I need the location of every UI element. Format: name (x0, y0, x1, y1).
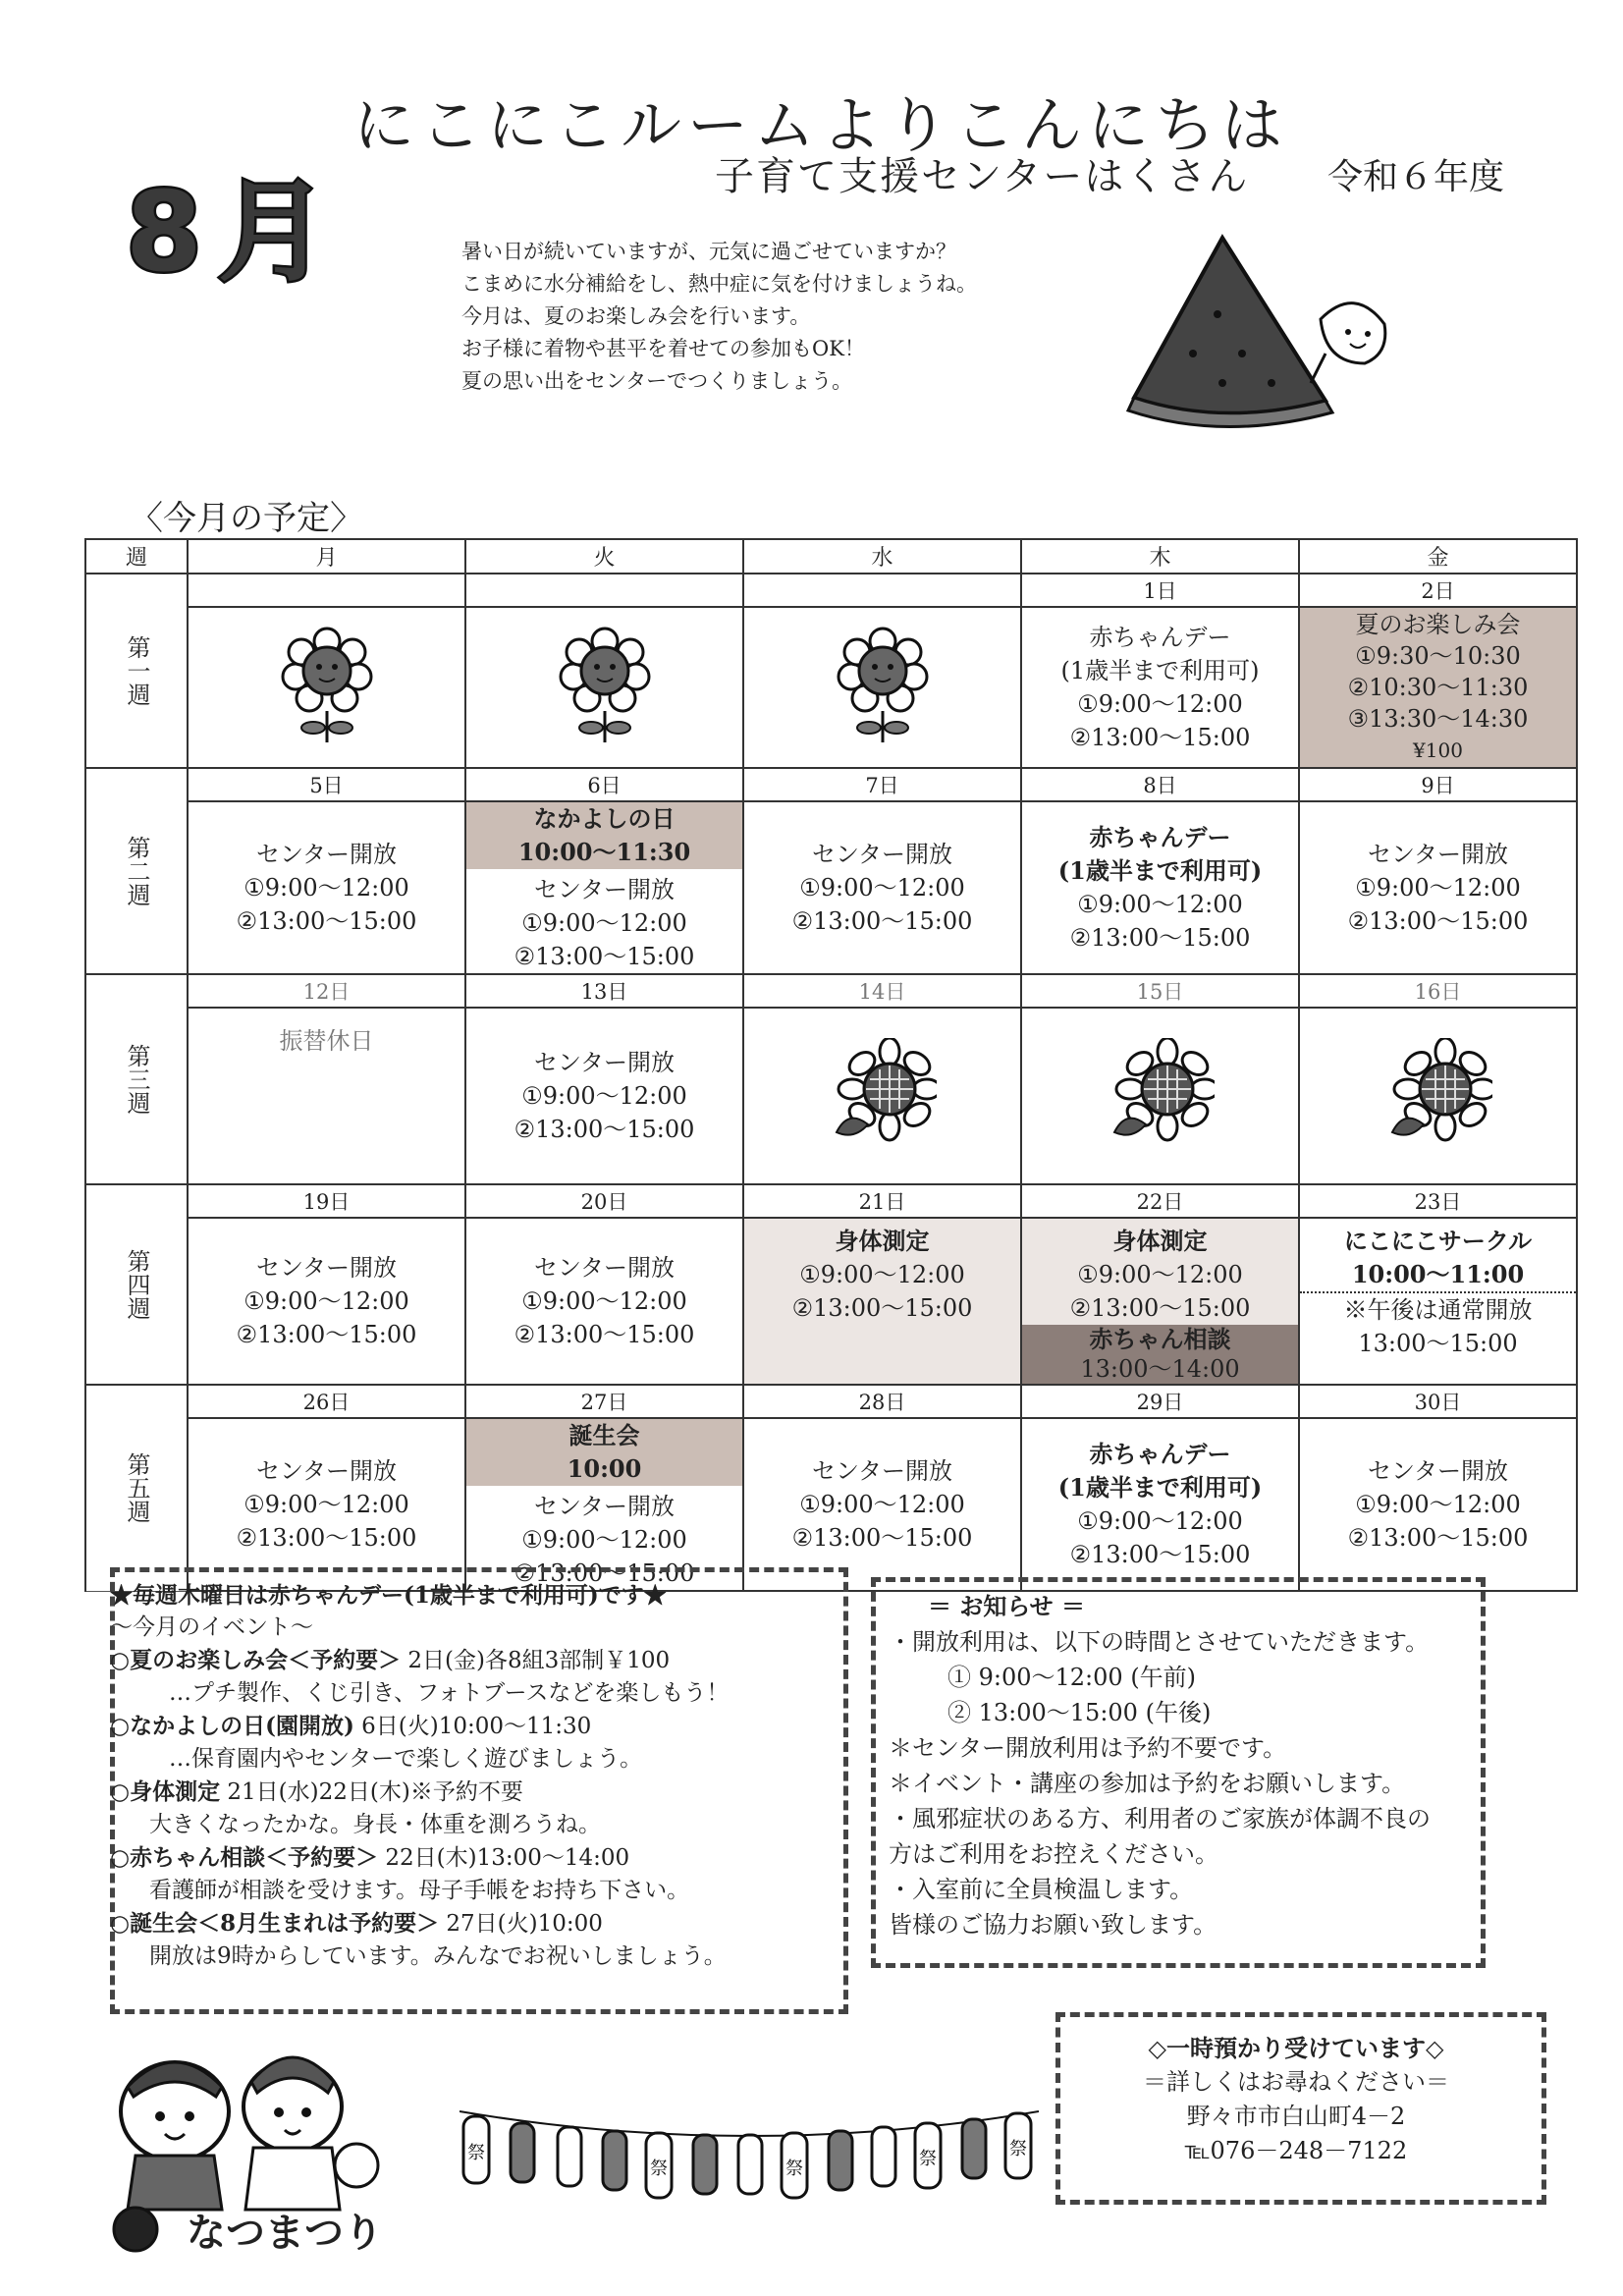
event-line: ¥100 (1413, 738, 1463, 762)
lantern-char: 祭 (1009, 2139, 1027, 2159)
event-line: ①9:00～12:00 (521, 909, 687, 937)
event-line: センター開放 (255, 1254, 398, 1282)
day-cell (1021, 801, 1299, 974)
event-line: 赤ちゃん相談 (1089, 1325, 1231, 1353)
date-cell: 5日 (188, 768, 465, 801)
event-note: 大きくなったかな。身長・体重を測ろうね。 (149, 1812, 601, 1837)
baby-consult-block (1022, 1325, 1298, 1384)
monthly-calendar (84, 538, 1578, 1592)
day-cell (1299, 1218, 1577, 1385)
event-line: センター開放 (533, 1493, 676, 1520)
week-label: 第二週 (123, 836, 150, 906)
lantern-icon (646, 2133, 672, 2198)
day-cell (1021, 1418, 1299, 1591)
contact-info (1070, 2031, 1522, 2168)
week-5-content-row (85, 1418, 1577, 1591)
festival-label: なつまつり (187, 2211, 383, 2256)
event-detail: 2日(金)各8組3部制￥100 (407, 1648, 671, 1673)
day-cell (743, 1418, 1021, 1591)
event-title: ○身体測定 (110, 1778, 221, 1805)
day-cell (465, 1418, 743, 1591)
event-line: ①9:00～12:00 (1077, 1261, 1243, 1288)
intro-line: こまめに水分補給をし、熱中症に気を付けましょうね。 (461, 272, 977, 296)
event-line: ②13:00～15:00 (1069, 1294, 1251, 1322)
event-line: センター開放 (1367, 841, 1509, 868)
event-line: 夏のお楽しみ会 (1355, 611, 1521, 638)
week-1-label-cell (85, 574, 188, 768)
day-cell (188, 1218, 465, 1385)
week-3-content-row (85, 1008, 1577, 1184)
newsletter-title: にこにこルームよりこんにちは (353, 89, 1289, 161)
day-cell (1021, 1008, 1299, 1184)
month-text: 8月 (126, 169, 344, 290)
event-item (110, 1907, 729, 1941)
event-title: ○夏のお楽しみ会＜予約要＞ (110, 1647, 402, 1673)
event-line: ※午後は通常開放 (1343, 1296, 1533, 1324)
measurement-block (1022, 1219, 1298, 1325)
week-3-label-cell (85, 974, 188, 1184)
sunflower-icon (1107, 1038, 1215, 1146)
lantern-char: 祭 (467, 2143, 485, 2163)
date-cell: 20日 (465, 1184, 743, 1218)
week-label: 第一週 (123, 635, 150, 706)
sunflower-icon (1384, 1038, 1492, 1146)
event-line: ②13:00～15:00 (791, 1524, 973, 1552)
event-line: (1歳半まで利用可) (1060, 657, 1260, 684)
events-list (110, 1579, 729, 1973)
day-cell (743, 801, 1021, 974)
day-cell (743, 1218, 1021, 1385)
date-cell: 9日 (1299, 768, 1577, 801)
event-line: センター開放 (533, 1049, 676, 1076)
events-banner: ★毎週木曜日は赤ちゃんデー(1歳半まで利用可)です★ (110, 1582, 667, 1609)
day-header-thu: 木 (1021, 539, 1299, 574)
date-cell: 6日 (465, 768, 743, 801)
date-cell: 13日 (465, 974, 743, 1008)
event-item (110, 1710, 729, 1743)
week-4-content-row (85, 1218, 1577, 1385)
lantern-icon (1005, 2113, 1031, 2178)
schedule-heading: 〈今月の予定〉 (130, 499, 363, 538)
date-cell: 7日 (743, 768, 1021, 801)
event-line: ②13:00～15:00 (514, 1559, 695, 1587)
day-cell (743, 1008, 1021, 1184)
event-line: ②13:00～15:00 (236, 1321, 417, 1348)
date-cell: 22日 (1021, 1184, 1299, 1218)
date-cell (743, 574, 1021, 607)
day-cell (465, 1218, 743, 1385)
event-line: ②13:00～15:00 (1347, 1524, 1529, 1552)
event-line: ②13:00～15:00 (1069, 1541, 1251, 1568)
event-line: ②13:00～15:00 (514, 1116, 695, 1143)
week-column-header: 週 (85, 539, 188, 574)
event-line: ②13:00～15:00 (1347, 907, 1529, 935)
date-cell: 14日 (743, 974, 1021, 1008)
event-line: 10:00 (567, 1454, 642, 1483)
week-3-date-row (85, 974, 1577, 1008)
event-line: 13:00～14:00 (1080, 1355, 1240, 1383)
date-cell: 16日 (1299, 974, 1577, 1008)
week-4-date-row (85, 1184, 1577, 1218)
event-line: ①9:00～12:00 (521, 1287, 687, 1315)
watermelon-illustration (1124, 226, 1419, 437)
event-line: 身体測定 (835, 1227, 930, 1255)
event-line: ①9:00～12:00 (799, 1261, 965, 1288)
date-cell: 12日 (188, 974, 465, 1008)
holiday-label: 振替休日 (279, 1027, 374, 1055)
week-1-date-row (85, 574, 1577, 607)
calendar-header-row (85, 539, 1577, 574)
event-line: ①9:00～12:00 (799, 874, 965, 902)
event-line: なかよしの日 (533, 804, 676, 833)
day-cell (188, 1008, 465, 1184)
day-cell (465, 1008, 743, 1184)
event-line: ②13:00～15:00 (791, 907, 973, 935)
day-cell (743, 607, 1021, 768)
week-label: 第四週 (123, 1249, 150, 1320)
contact-line: ＝詳しくはお尋ねください＝ (1143, 2068, 1449, 2096)
date-cell: 26日 (188, 1385, 465, 1418)
sunflower-icon (829, 1038, 937, 1146)
date-cell: 27日 (465, 1385, 743, 1418)
week-label: 第五週 (123, 1452, 150, 1524)
date-cell: 1日 (1021, 574, 1299, 607)
event-detail: 27日(火)10:00 (446, 1911, 603, 1937)
event-line: ①9:00～12:00 (243, 1491, 409, 1518)
day-cell (465, 801, 743, 974)
event-line: (1歳半まで利用可) (1057, 856, 1263, 885)
event-line: 赤ちゃんデー (1089, 624, 1231, 651)
event-item (110, 1644, 729, 1677)
notice-line: ・開放利用は、以下の時間とさせていただきます。 (889, 1628, 1430, 1656)
intro-line: 暑い日が続いていますが、元気に過ごせていますか？ (461, 240, 956, 263)
notice-line: 皆様のご協力お願い致します。 (889, 1911, 1217, 1939)
event-note: 開放は9時からしています。みんなでお祝いしましょう。 (149, 1943, 727, 1969)
highlight-event (466, 802, 742, 869)
flower-icon (834, 620, 932, 747)
event-line: ①9:00～12:00 (521, 1526, 687, 1554)
event-line: ①9:00～12:00 (1355, 1491, 1521, 1518)
lantern-char: 祭 (650, 2159, 668, 2179)
day-cell (1299, 1418, 1577, 1591)
date-cell: 2日 (1299, 574, 1577, 607)
day-header-tue: 火 (465, 539, 743, 574)
event-line: センター開放 (255, 841, 398, 868)
contact-line: ℡076－248－7122 (1184, 2137, 1408, 2164)
flower-icon (556, 620, 654, 747)
event-line: ②13:00～15:00 (236, 1524, 417, 1552)
event-line: ②13:00～15:00 (791, 1294, 973, 1322)
notice-line: ① 9:00～12:00 (午前) (947, 1664, 1197, 1691)
event-detail: 21日(水)22日(木)※予約不要 (227, 1779, 523, 1805)
event-title: ○誕生会＜8月生まれは予約要＞ (110, 1910, 440, 1937)
notice-line: ＊イベント・講座の参加は予約をお願いします。 (889, 1770, 1406, 1797)
event-line: ②13:00～15:00 (514, 1321, 695, 1348)
week-2-label-cell (85, 768, 188, 974)
event-note: …保育園内やセンターで楽しく遊びましょう。 (169, 1746, 643, 1772)
event-line: ①9:00～12:00 (521, 1082, 687, 1110)
event-line: センター開放 (255, 1457, 398, 1485)
event-line: ①9:00～12:00 (799, 1491, 965, 1518)
notice-line: 方はご利用をお控えください。 (889, 1840, 1218, 1868)
event-line: ②13:00～15:00 (514, 943, 695, 970)
day-cell (188, 801, 465, 974)
month-badge (116, 162, 371, 290)
event-line: ②10:30～11:30 (1347, 674, 1529, 701)
day-cell (188, 1418, 465, 1591)
event-line: ①9:30～10:30 (1355, 642, 1521, 670)
event-line: ①9:00～12:00 (1077, 891, 1243, 918)
day-header-mon: 月 (188, 539, 465, 574)
event-line: センター開放 (533, 1254, 676, 1282)
event-note: …プチ製作、くじ引き、フォトブースなどを楽しもう！ (169, 1680, 730, 1706)
date-cell (188, 574, 465, 607)
day-header-wed: 水 (743, 539, 1021, 574)
event-line: 赤ちゃんデー (1089, 823, 1231, 851)
event-title: ○なかよしの日(園開放) (110, 1713, 354, 1739)
event-line: (1歳半まで利用可) (1057, 1473, 1263, 1502)
event-line: センター開放 (1367, 1457, 1509, 1485)
day-cell (1299, 607, 1577, 768)
notice-line: ② 13:00～15:00 (午後) (947, 1699, 1212, 1726)
date-cell: 8日 (1021, 768, 1299, 801)
week-1-content-row (85, 607, 1577, 768)
event-line: ②13:00～15:00 (236, 907, 417, 935)
contact-line: ◇一時預かり受けています◇ (1148, 2034, 1444, 2062)
date-cell (465, 574, 743, 607)
event-detail: 6日(火)10:00～11:30 (361, 1714, 592, 1739)
center-name: 子育て支援センターはくさん (715, 154, 1250, 199)
day-header-fri: 金 (1299, 539, 1577, 574)
week-2-date-row (85, 768, 1577, 801)
lantern-string-illustration (460, 2092, 1039, 2210)
contact-line: 野々市市白山町4－2 (1186, 2103, 1406, 2130)
event-line: センター開放 (811, 841, 953, 868)
flower-icon (278, 620, 376, 747)
lantern-char: 祭 (785, 2159, 803, 2179)
event-line: ③13:30～14:30 (1347, 705, 1529, 733)
event-item (110, 1776, 729, 1809)
event-line: にこにこサークル (1343, 1227, 1533, 1255)
date-cell: 23日 (1299, 1184, 1577, 1218)
event-line: 赤ちゃんデー (1089, 1440, 1231, 1468)
event-line: ①9:00～12:00 (1077, 690, 1243, 718)
day-cell (1021, 607, 1299, 768)
event-line: 誕生会 (568, 1421, 640, 1449)
event-line: ①9:00～12:00 (243, 874, 409, 902)
date-cell: 21日 (743, 1184, 1021, 1218)
fiscal-year: 令和６年度 (1327, 157, 1505, 197)
intro-line: お子様に着物や甚平を着せての参加もOK！ (461, 337, 865, 360)
notice-line: ＊センター開放利用は予約不要です。 (889, 1734, 1287, 1762)
event-line: ②13:00～15:00 (1069, 724, 1251, 751)
lantern-icon (463, 2116, 489, 2183)
event-line: センター開放 (811, 1457, 953, 1485)
date-cell: 29日 (1021, 1385, 1299, 1418)
day-cell (1021, 1218, 1299, 1385)
week-label: 第三週 (123, 1044, 150, 1115)
week-4-label-cell (85, 1184, 188, 1385)
week-5-label-cell (85, 1385, 188, 1591)
date-cell: 15日 (1021, 974, 1299, 1008)
lantern-icon (915, 2123, 941, 2188)
event-detail: 22日(木)13:00～14:00 (385, 1845, 630, 1871)
lantern-char: 祭 (919, 2149, 937, 2169)
day-cell (1299, 801, 1577, 974)
date-cell: 19日 (188, 1184, 465, 1218)
circle-event-block (1300, 1219, 1576, 1293)
event-line: ①9:00～12:00 (243, 1287, 409, 1315)
events-heading: ～今月のイベント～ (110, 1614, 313, 1640)
day-cell (188, 607, 465, 768)
event-title: ○赤ちゃん相談＜予約要＞ (110, 1844, 379, 1871)
week-2-content-row (85, 801, 1577, 974)
event-line: センター開放 (533, 876, 676, 903)
notice-line: ・入室前に全員検温します。 (889, 1876, 1194, 1903)
event-line: ②13:00～15:00 (1069, 924, 1251, 952)
highlight-event (466, 1419, 742, 1486)
intro-message (461, 236, 977, 398)
event-line: 身体測定 (1112, 1227, 1208, 1255)
notice-list (889, 1589, 1431, 1942)
date-cell: 28日 (743, 1385, 1021, 1418)
lantern-icon (782, 2133, 807, 2198)
intro-line: 今月は、夏のお楽しみ会を行います。 (461, 304, 811, 328)
intro-line: 夏の思い出をセンターでつくりましょう。 (461, 369, 853, 393)
day-cell (1299, 1008, 1577, 1184)
event-item (110, 1841, 729, 1875)
event-line: ①9:00～12:00 (1355, 874, 1521, 902)
event-line: 10:00～11:00 (1351, 1260, 1525, 1288)
notice-heading: ＝ お知らせ ＝ (928, 1592, 1085, 1620)
week-5-date-row (85, 1385, 1577, 1418)
notice-line: ・風邪症状のある方、利用者のご家族が体調不良の (889, 1805, 1431, 1832)
event-line: ①9:00～12:00 (1077, 1507, 1243, 1535)
event-line: 10:00～11:30 (517, 838, 691, 866)
event-line: 13:00～15:00 (1358, 1330, 1518, 1357)
date-cell: 30日 (1299, 1385, 1577, 1418)
day-cell (465, 607, 743, 768)
event-note: 看護師が相談を受けます。母子手帳をお持ち下さい。 (149, 1878, 690, 1903)
